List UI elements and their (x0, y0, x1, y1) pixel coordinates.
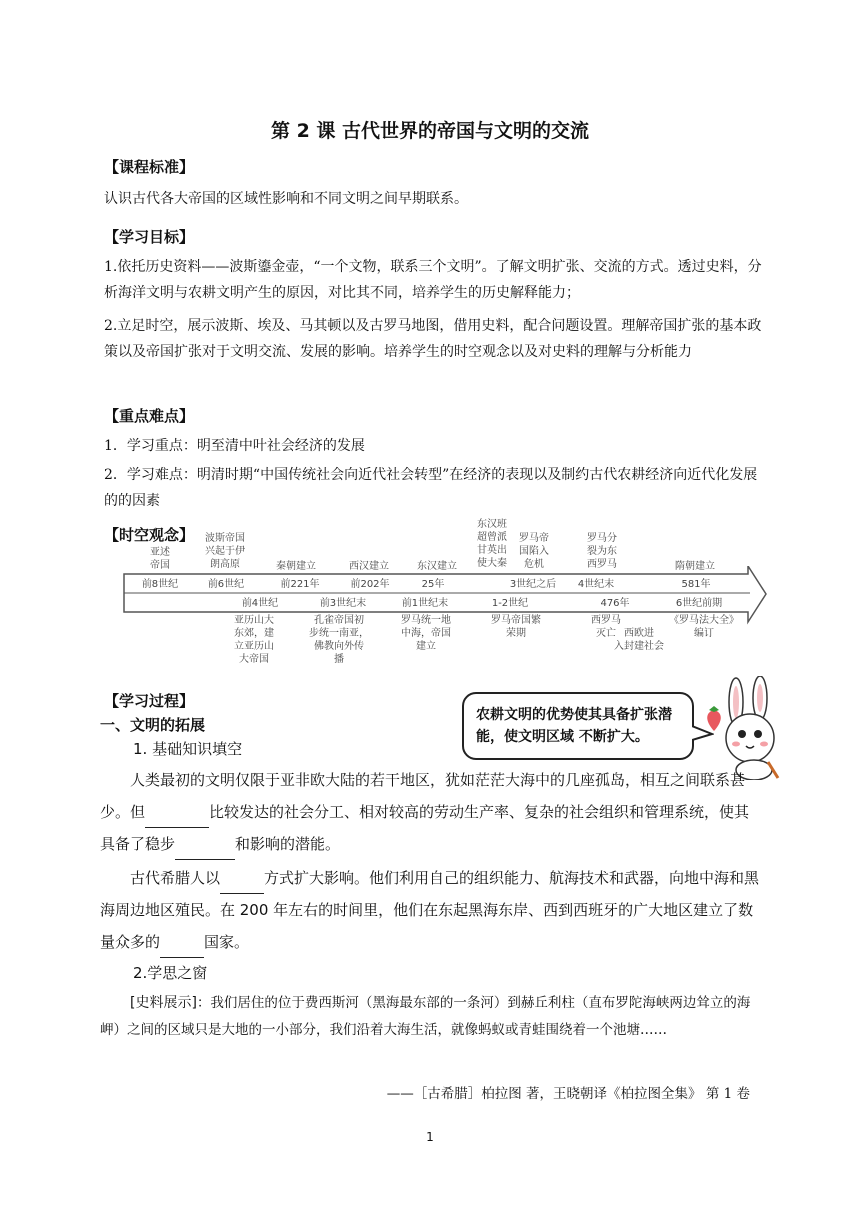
source-label: [史料展示] (130, 995, 197, 1011)
tl-top-date-8: 4世纪末 (577, 579, 615, 590)
source-passage (100, 990, 764, 1044)
sub-2-heading: 2.学思之窗 (133, 964, 208, 982)
tl-top-event-4: 西汉建立 (349, 561, 389, 572)
tl-bottom-event-5: 西罗马 灭亡 (591, 615, 621, 639)
tl-top-date-2: 前6世纪 (207, 579, 245, 590)
tl-bottom-event-4: 罗马帝国繁 荣期 (491, 615, 541, 639)
tl-top-event-8: 罗马分 裂为东 西罗马 (587, 533, 617, 570)
tl-top-event-2: 波斯帝国 兴起于伊 朗高原 (205, 533, 245, 570)
tl-top-date-3: 前221年 (280, 579, 320, 590)
part-1-heading: 一、文明的拓展 (100, 716, 206, 734)
tl-bottom-event-1: 亚历山大 东郊，建 立亚历山 大帝国 (234, 615, 274, 665)
tl-bottom-event-6: 西欧进 入封建社会 (614, 628, 664, 652)
paragraph-2: 古代希腊人以 方式扩大影响。他们利用自己的组织能力、航海技术和武器，向地中海和黑海周边地区殖民。在 200 年左右的时间里，他们在东起黑海东岸、西到西班牙的广大地区建立了数量众多的 国家。 (100, 862, 764, 958)
tl-bottom-date-4: 1-2世纪 (491, 598, 529, 609)
blank-4[interactable] (160, 941, 204, 958)
tl-top-date-5: 25年 (421, 579, 445, 590)
key-heading: 【重点难点】 (104, 407, 195, 425)
tl-top-date-7: 3世纪之后 (509, 579, 557, 590)
standard-text: 认识古代各大帝国的区域性影响和不同文明之间早期联系。 (104, 191, 468, 207)
bubble-text: 农耕文明的优势使其具备扩张潜能，使文明区域 不断扩大。 (476, 707, 672, 745)
key-point-2: 2．学习难点：明清时期“中国传统社会向近代社会转型”在经济的表现以及制约古代农耕经济向近代化发展的的因素 (104, 467, 758, 509)
blank-1[interactable] (145, 811, 209, 828)
tl-top-date-4: 前202年 (350, 579, 390, 590)
paragraph-1: 人类最初的文明仅限于亚非欧大陆的若干地区，犹如茫茫大海中的几座孤岛，相互之间联系甚少。但 比较发达的社会分工、相对较高的劳动生产率、复杂的社会组织和管理系统，使其具备了稳步 和影响的潜能。 (100, 764, 764, 860)
tl-top-event-7: 罗马帝 国陷入 危机 (519, 533, 549, 570)
tl-bottom-date-7: 6世纪前期 (675, 598, 723, 609)
page-title: 第 2 课 古代世界的帝国与文明的交流 (270, 120, 590, 142)
tl-top-event-9: 隋朝建立 (675, 561, 715, 572)
tl-top-date-9: 581年 (681, 579, 711, 590)
strawberry-icon (704, 706, 724, 732)
tl-bottom-event-3: 罗马统一地 中海，帝国 建立 (401, 615, 451, 652)
tl-top-date-1: 前8世纪 (141, 579, 179, 590)
tl-top-event-1: 亚述 帝国 (150, 547, 170, 571)
tl-bottom-date-1: 前4世纪 (241, 598, 279, 609)
blank-2[interactable] (175, 843, 235, 860)
goal-2: 2.立足时空，展示波斯、埃及、马其顿以及古罗马地图，借用史料，配合问题设置。理解帝国扩张的基本政策以及帝国扩张对于文明交流、发展的影响。培养学生的时空观念以及对史料的理解与分析能力 (104, 318, 762, 360)
tl-bottom-date-3: 前1世纪末 (401, 598, 449, 609)
tl-bottom-date-5: 476年 (600, 598, 630, 609)
tl-bottom-event-7: 《罗马法大全》 编订 (669, 615, 739, 639)
sub-1-heading: 1. 基础知识填空 (133, 740, 243, 758)
tl-top-event-5: 东汉建立 (417, 561, 457, 572)
goals-heading: 【学习目标】 (104, 228, 195, 246)
process-heading: 【学习过程】 (104, 692, 195, 710)
goal-1: 1.依托历史资料——波斯鎏金壶，“一个文物，联系三个文明”。了解文明扩张、交流的方式。透过史料，分析海洋文明与农耕文明产生的原因，对比其不同，培养学生的历史解释能力； (104, 259, 762, 301)
source-text: ：我们居住的位于费西斯河（黑海最东部的一条河）到赫丘利柱（直布罗陀海峡两边耸立的海岬）之间的区域只是大地的一小部分，我们沿着大海生活，就像蚂蚁或青蛙围绕着一个池塘…… (100, 995, 751, 1038)
timeline-heading: 【时空观念】 (104, 526, 195, 544)
tl-bottom-date-2: 前3世纪末 (319, 598, 367, 609)
tl-bottom-event-2: 孔雀帝国初 步统一南亚， 佛教向外传 播 (309, 615, 369, 665)
citation: ——［古希腊］柏拉图 著，王晓朝译《柏拉图全集》 第 1 卷 (386, 1086, 750, 1102)
blank-3[interactable] (220, 877, 264, 894)
standard-heading: 【课程标准】 (104, 158, 195, 176)
speech-bubble (462, 692, 694, 760)
tl-top-event-6: 东汉班 超曾派 甘英出 使大秦 (477, 519, 507, 569)
page-number: 1 (426, 1130, 434, 1144)
key-point-1: 1．学习重点：明至清中叶社会经济的发展 (104, 438, 365, 454)
tl-top-event-3: 秦朝建立 (276, 561, 316, 572)
